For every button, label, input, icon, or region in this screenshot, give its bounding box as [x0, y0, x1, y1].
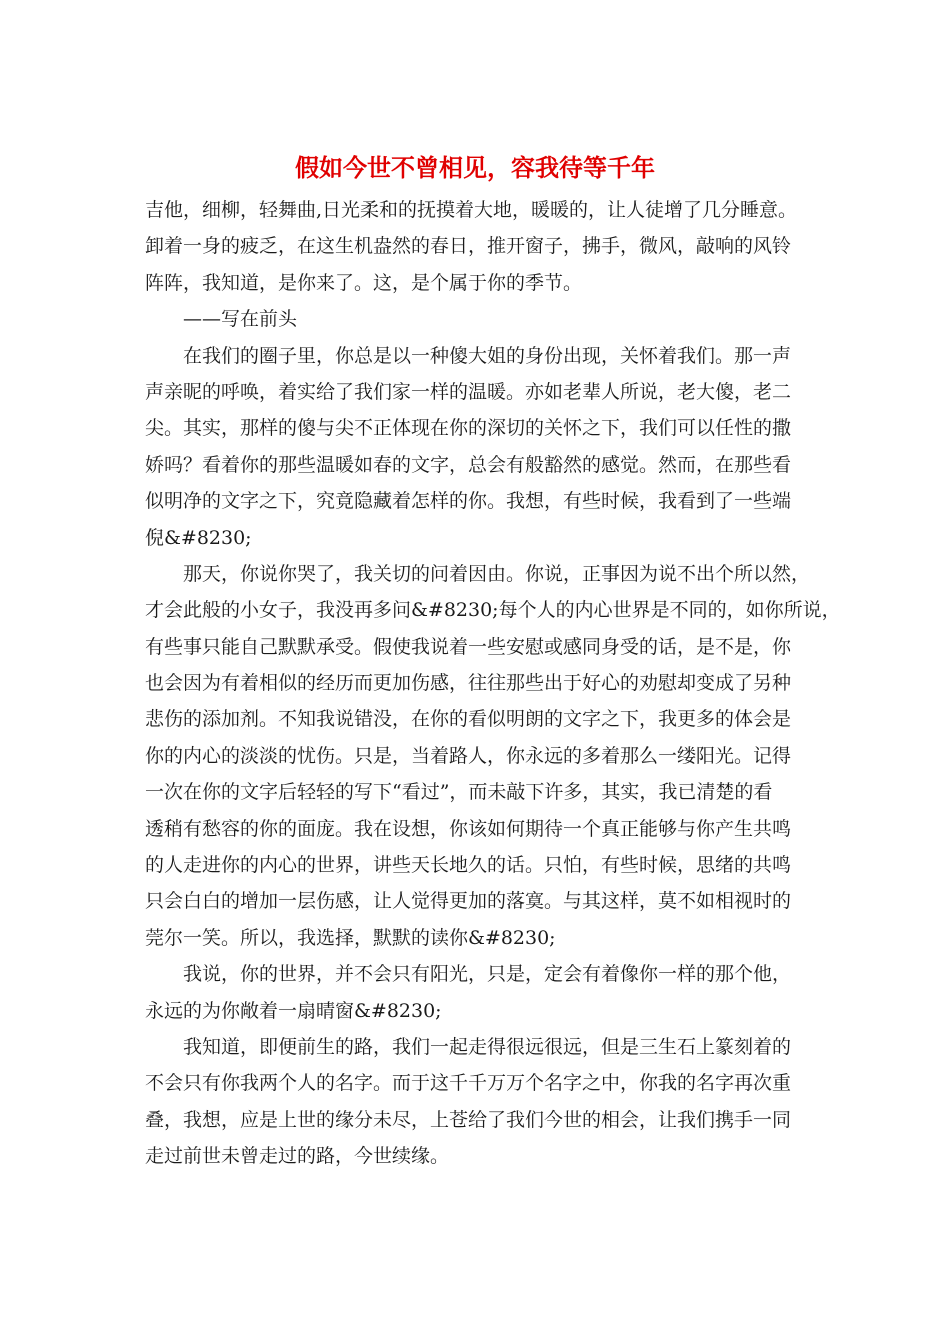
text-line: 的人走进你的内心的世界，讲些天长地久的话。只怕，有些时候，思绪的共鸣	[145, 854, 792, 877]
text-line: 卸着一身的疲乏，在这生机盎然的春日，推开窗子，拂手，微风，敲响的风铃	[145, 235, 792, 258]
text-line: 才会此般的小女子，我没再多问&#8230;每个人的内心世界是不同的，如你所说，	[145, 599, 841, 622]
text-line: 声亲昵的呼唤，着实给了我们家一样的温暖。亦如老辈人所说，老大傻，老二	[145, 380, 792, 403]
text-line: 不会只有你我两个人的名字。而于这千千万万个名字之中，你我的名字再次重	[145, 1072, 792, 1095]
text-line: 走过前世未曾走过的路，今世续缘。	[145, 1145, 450, 1168]
text-line: 永远的为你敞着一扇晴窗&#8230;	[145, 999, 442, 1022]
text-line: 透稍有愁容的你的面庞。我在设想，你该如何期待一个真正能够与你产生共鸣	[145, 817, 792, 840]
text-line: 你的内心的淡淡的忧伤。只是，当着路人，你永远的多着那么一缕阳光。记得	[145, 744, 792, 767]
text-line: ——写在前头	[183, 308, 298, 331]
text-line: 也会因为有着相似的经历而更加伤感，往往那些出于好心的劝慰却变成了另种	[145, 672, 792, 695]
text-line: 我说，你的世界，并不会只有阳光，只是，定会有着像你一样的那个他，	[183, 963, 792, 986]
text-line: 尖。其实，那样的傻与尖不正体现在你的深切的关怀之下，我们可以任性的撒	[145, 417, 792, 440]
text-line: 娇吗？看着你的那些温暖如春的文字，总会有般豁然的感觉。然而，在那些看	[145, 453, 792, 476]
document-title: 假如今世不曾相见，容我待等千年	[295, 154, 655, 182]
text-line: 在我们的圈子里，你总是以一种傻大姐的身份出现，关怀着我们。那一声	[183, 344, 792, 367]
text-line: 倪&#8230;	[145, 526, 252, 549]
text-line: 叠，我想，应是上世的缘分未尽，上苍给了我们今世的相会，让我们携手一同	[145, 1108, 792, 1131]
text-line: 我知道，即便前生的路，我们一起走得很远很远，但是三生石上篆刻着的	[183, 1035, 792, 1058]
text-line: 一次在你的文字后轻轻的写下“看过”，而未敲下许多，其实，我已清楚的看	[145, 781, 773, 804]
article-body	[145, 192, 841, 1175]
text-line: 阵阵，我知道，是你来了。这，是个属于你的季节。	[145, 271, 583, 294]
text-line: 莞尔一笑。所以，我选择，默默的读你&#8230;	[145, 926, 556, 949]
text-line: 似明净的文字之下，究竟隐藏着怎样的你。我想，有些时候，我看到了一些端	[145, 490, 792, 513]
text-line: 吉他，细柳，轻舞曲,日光柔和的抚摸着大地，暖暖的，让人徒增了几分睡意。	[145, 199, 798, 221]
text-line: 悲伤的添加剂。不知我说错没，在你的看似明朗的文字之下，我更多的体会是	[145, 708, 792, 731]
text-line: 那天，你说你哭了，我关切的问着因由。你说，正事因为说不出个所以然，	[183, 562, 811, 585]
text-line: 有些事只能自己默默承受。假使我说着一些安慰或感同身受的话，是不是，你	[145, 635, 792, 658]
text-line: 只会白白的增加一层伤感，让人觉得更加的落寞。与其这样，莫不如相视时的	[145, 890, 792, 913]
